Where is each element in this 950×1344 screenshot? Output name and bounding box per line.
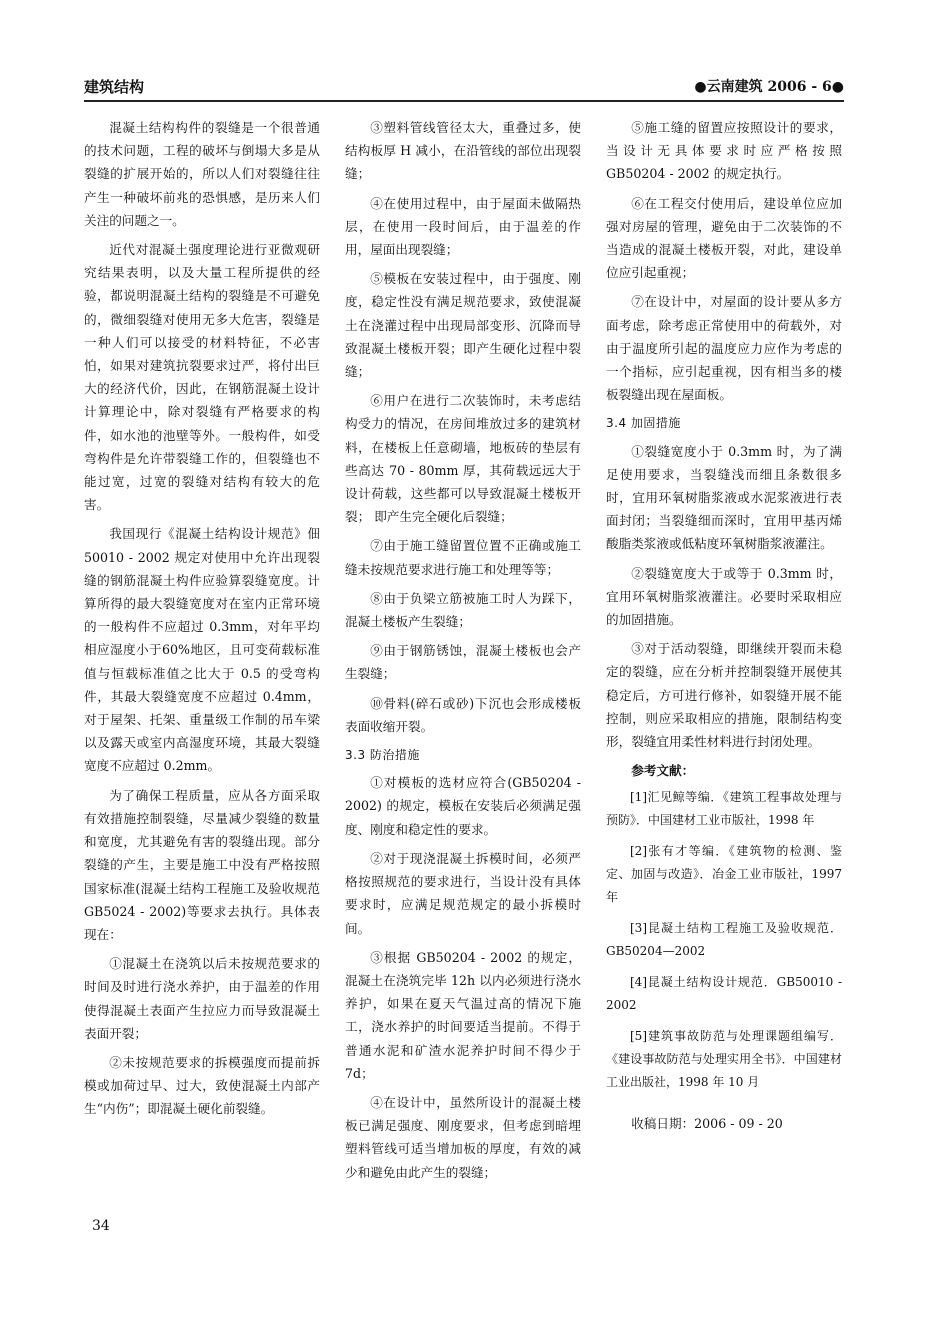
section-title: 建筑结构 [84,78,145,96]
reference-item: [4]昆凝土结构设计规范．GB50010 - 2002 [606,975,842,1013]
section-heading-3-4: 3.4 加固措施 [606,416,681,431]
reference-item: [5]建筑事故防范与处理课题组编写．《建设事故防范与处理实用全书》．中国建材工业出版社，1998 年 10 月 [606,1029,842,1090]
paragraph: ①裂缝宽度小于 0.3mm 时，为了满足使用要求，当裂缝浅而细且条数很多时，宜用环氧树脂浆液或水泥浆液进行表面封闭；当裂缝细而深时，宜用甲基丙烯酸脂类浆液或低粘度环氧树脂浆液灌注。 [606,443,842,552]
column-2 [345,116,581,1190]
paragraph: ⑥用户在进行二次装饰时，未考虑结构受力的情况，在房间堆放过多的建筑材料，在楼板上任意砌墙，地板砖的垫层有些高达 70 - 80mm 厚，其荷载远远大于设计荷载，这些都可以导致混凝土楼板开裂； 即产生完全硬化后裂缝； [345,393,581,525]
paragraph: ④在使用过程中，由于屋面未做隔热层，在使用一段时间后，由于温差的作用，屋面出现裂缝； [345,195,581,258]
reference-item: [2]张有才等编．《建筑物的检测、鉴定、加固与改造》．冶金工业市版社，1997 年 [606,844,842,905]
paragraph: ⑧由于负梁立筋被施工时人为踩下，混凝土楼板产生裂缝； [345,590,581,630]
paragraph: ②对于现浇混凝土拆模时间，必须严格按照规范的要求进行，当设计没有具体要求时，应满足规范规定的最小拆模时间。 [345,850,581,936]
journal-issue: ●云南建筑 2006 - 6● [694,79,844,95]
paragraph: ⑥在工程交付使用后，建设单位应加强对房屋的管理，避免由于二次装饰的不当造成的混凝土楼板开裂，对此，建设单位应引起重视； [606,195,842,281]
received-date: 收稿日期：2006 - 09 - 20 [631,1116,783,1132]
paragraph: ②裂缝宽度大于或等于 0.3mm 时，宜用环氧树脂浆液灌注。必要时采取相应的加固措施。 [606,565,842,628]
paragraph: ⑦由于施工缝留置位置不正确或施工缝未按规范要求进行施工和处理等等； [345,538,581,577]
paragraph: ③塑料管线管径太大，重叠过多，使结构板厚 H 减小，在沿管线的部位出现裂缝； [345,120,581,182]
page-header [84,76,844,102]
paragraph: 近代对混凝土强度理论进行亚微观研究结果表明，以及大量工程所提供的经验，都说明混凝土结构的裂缝是不可避免的，微细裂缝对使用无多大危害，裂缝是一种人们可以接受的材料特征，不必害怕，如果对建筑抗裂要求过严，将付出巨大的经济代价，因此，在钢筋混凝土设计计算理论中，除对裂缝有严格要求的构件，如水池的池壁等外。一般构件，如受弯构件是允许带裂缝工作的，但裂缝也不能过宽，过宽的裂缝对结构有较大的危害。 [84,242,320,513]
paragraph: 为了确保工程质量，应从各方面采取有效措施控制裂缝，尽量减少裂缝的数量和宽度，尤其避免有害的裂缝出现。部分裂缝的产生，主要是施工中没有严格按照国家标准(混凝土结构工程施工及验收规范 GB5024 - 2002)等要求去执行。具体表现在： [84,787,320,942]
page-number: 34 [92,1218,110,1234]
paragraph: 我国现行《混凝土结构设计规范》佃 50010 - 2002 规定对使用中允许出现裂缝的钢筋混凝土构件应验算裂缝宽度。计算所得的最大裂缝宽度对在室内正常环境的一般构件不应超过 0.3mm，对年平均相应湿度小于60%地区，且可变荷载标准值与恒载标准值之比大于 0.5 的受弯构件，其最大裂缝宽度不应超过 0.4mm，对于屋架、托架、重量级工作制的吊车梁以及露天或室内高湿度环境，其最大裂缝宽度不应超过 0.2mm。 [84,526,320,774]
column-1 [84,116,320,1127]
reference-item: [3]昆凝土结构工程施工及验收规范．GB50204—2002 [606,921,842,959]
paragraph: ⑤模板在安装过程中，由于强度、刚度，稳定性没有满足规范要求，致使混凝土在浇灌过程中出现局部变形、沉降而导致混凝土楼板开裂；即产生硬化过程中裂缝； [345,271,581,380]
section-heading-3-3: 3.3 防治措施 [345,748,420,763]
reference-item: [1]汇见鲸等编．《建筑工程事故处理与预防》．中国建材工业市版社，1998 年 [606,790,842,828]
column-3 [606,116,842,1142]
paragraph: ②未按规范要求的拆模强度而提前拆模或加荷过早、过大，致使混凝土内部产生“内伤”；即混凝土硬化前裂缝。 [84,1054,320,1117]
paragraph: ⑦在设计中，对屋面的设计要从多方面考虑，除考虑正常使用中的荷载外，对由于温度所引起的温度应力应作为考虑的一个指标，应引起重视，因有相当多的楼板裂缝出现在屋面板。 [606,294,842,403]
paragraph: ①混凝土在浇筑以后未按规范要求的时间及时进行浇水养护，由于温差的作用使得混凝土表面产生拉应力而导致混凝土表面开裂； [84,956,320,1041]
paragraph: ③对于活动裂缝，即继续开裂而未稳定的裂缝，应在分析并控制裂缝开展使其稳定后，方可进行修补，如裂缝开展不能控制，则应采取相应的措施，限制结构变形，裂缝宜用柔性材料进行封闭处理。 [606,641,842,750]
paragraph: 混凝土结构构件的裂缝是一个很普通的技术问题，工程的破坏与倒塌大多是从裂缝的扩展开始的，所以人们对裂缝往往产生一种破坏前兆的恐惧感，是历来人们关注的问题之一。 [84,120,320,228]
paragraph: ①对模板的选材应符合(GB50204 - 2002) 的规定，模板在安装后必须满足强度、刚度和稳定性的要求。 [345,775,581,837]
paragraph: ⑤施工缝的留置应按照设计的要求，当设计无具体要求时应严格按照 GB50204 - 2002 的规定执行。 [606,120,842,182]
paragraph: ④在设计中，虽然所设计的混凝土楼板已满足强度、刚度要求，但考虑到暗埋塑料管线可适当增加板的厚度，有效的减少和避免由此产生的裂缝； [345,1094,581,1180]
references-heading: 参考文献： [631,763,695,779]
paragraph: ⑨由于钢筋锈蚀，混凝土楼板也会产生裂缝； [345,643,581,682]
paragraph: ③根据 GB50204 - 2002 的规定，混凝土在浇筑完毕 12h 以内必须进行浇水养护，如果在夏天气温过高的情况下施工，浇水养护的时间要适当提前。不得于普通水泥和矿渣水泥养护时间不得少于 7d； [345,949,581,1081]
paragraph: ⑩骨料(碎石或砂)下沉也会形成楼板表面收缩开裂。 [345,695,581,734]
